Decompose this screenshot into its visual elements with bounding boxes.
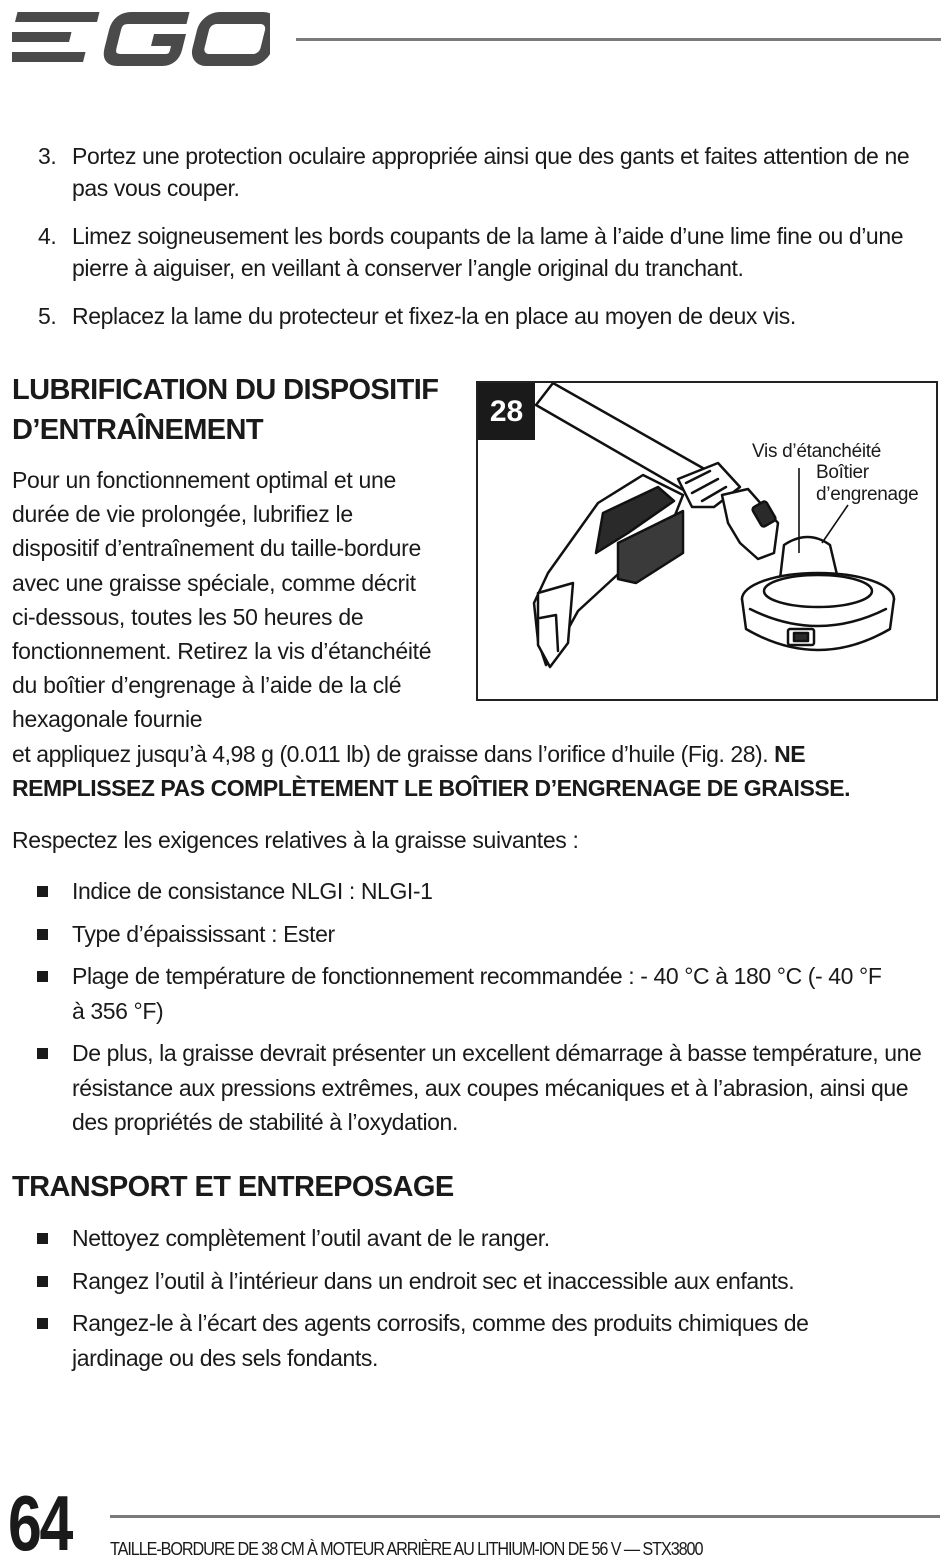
grease-requirements-list xyxy=(12,874,947,1148)
footer-title: TAILLE-BORDURE DE 38 CM À MOTEUR ARRIÈRE AU LITHIUM-ION DE 56 V — STX3800 xyxy=(110,1539,703,1559)
step-number: 4. xyxy=(38,223,57,249)
lubrication-paragraph: Pour un fonctionnement optimal et une durée de vie prolongée, lubrifiez le dispositif d’entraînement du taille-bordure avec une graisse spéciale, comme décrit ci-dessous, toutes les 50 heures de fonctionnement. Retirez la vis d’étanchéité du boîtier d’engrenage à l’aide de la clé hexagonale fournie xyxy=(12,467,432,733)
label-gearbox-line1: Boîtier xyxy=(816,462,869,483)
figure-28 xyxy=(476,381,938,701)
section-heading-lubrication xyxy=(12,370,462,450)
trimmer-gearbox-illustration xyxy=(478,383,936,699)
grease-warning: NE REMPLISSEZ PAS COMPLÈTEMENT LE BOÎTIER D’ENGRENAGE DE GRAISSE. xyxy=(12,741,851,802)
requirement-text: Type d’épaississant : Ester xyxy=(72,920,335,947)
requirement-text: De plus, la graisse devrait présenter un excellent démarrage à basse température, une résistance aux pressions extrêmes, aux coupes mécaniques et à l’abrasion, ainsi que des propriétés de stabilité à l’oxydation. xyxy=(72,1040,922,1135)
figure-number: 28 xyxy=(478,383,535,440)
transport-text: Rangez-le à l’écart des agents corrosifs, comme des produits chimiques de jardinage ou des sels fondants. xyxy=(72,1310,809,1371)
step-text: Replacez la lame du protecteur et fixez-la en place au moyen de deux vis. xyxy=(72,303,796,329)
list-item xyxy=(12,1221,947,1256)
list-item xyxy=(38,220,928,284)
bullet-square-icon xyxy=(37,929,48,940)
lubrication-text: et appliquez jusqu’à 4,98 g (0.011 lb) de graisse dans l’orifice d’huile (Fig. 28). xyxy=(12,741,769,767)
list-item xyxy=(12,874,947,909)
header-rule xyxy=(296,38,941,41)
grease-requirements-intro: Respectez les exigences relatives à la graisse suivantes : xyxy=(12,827,579,853)
list-item xyxy=(12,1306,947,1375)
step-number: 3. xyxy=(38,143,57,169)
requirement-text: Indice de consistance NLGI : NLGI-1 xyxy=(72,878,433,904)
bullet-square-icon xyxy=(37,1048,48,1059)
label-seal-screw: Vis d’étanchéité xyxy=(752,441,881,462)
label-gearbox-line2: d’engrenage xyxy=(816,484,919,505)
list-item xyxy=(12,1264,947,1299)
list-item xyxy=(12,959,947,1028)
step-number: 5. xyxy=(38,303,57,329)
page-number: 64 xyxy=(8,1479,71,1567)
transport-text: Nettoyez complètement l’outil avant de le ranger. xyxy=(72,1225,550,1251)
requirement-text: Plage de température de fonctionnement recommandée : - 40 °C à 180 °C (- 40 °F à 356 °F) xyxy=(72,963,882,1024)
list-item xyxy=(12,1036,947,1140)
step-text: Limez soigneusement les bords coupants de la lame à l’aide d’une lime fine ou d’une pierre à aiguiser, en veillant à conserver l’angle original du tranchant. xyxy=(72,223,904,281)
list-item xyxy=(38,300,928,332)
ego-logo xyxy=(12,10,270,68)
bullet-square-icon xyxy=(37,971,48,982)
bullet-square-icon xyxy=(37,1276,48,1287)
heading-line: LUBRIFICATION DU DISPOSITIF xyxy=(12,374,439,406)
bullet-square-icon xyxy=(37,1233,48,1244)
step-text: Portez une protection oculaire appropriée ainsi que des gants et faites attention de ne pas vous couper. xyxy=(72,143,910,201)
list-item xyxy=(38,140,928,204)
sharpening-steps xyxy=(38,140,928,348)
bullet-square-icon xyxy=(37,1318,48,1329)
heading-line: D’ENTRAÎNEMENT xyxy=(12,414,263,446)
transport-list xyxy=(12,1221,947,1383)
list-item xyxy=(12,917,947,952)
lubrication-paragraph-continued xyxy=(12,737,942,805)
section-heading-transport: TRANSPORT ET ENTREPOSAGE xyxy=(12,1171,454,1203)
footer-rule xyxy=(110,1515,940,1518)
bullet-square-icon xyxy=(37,886,48,897)
transport-text: Rangez l’outil à l’intérieur dans un endroit sec et inaccessible aux enfants. xyxy=(72,1267,795,1294)
